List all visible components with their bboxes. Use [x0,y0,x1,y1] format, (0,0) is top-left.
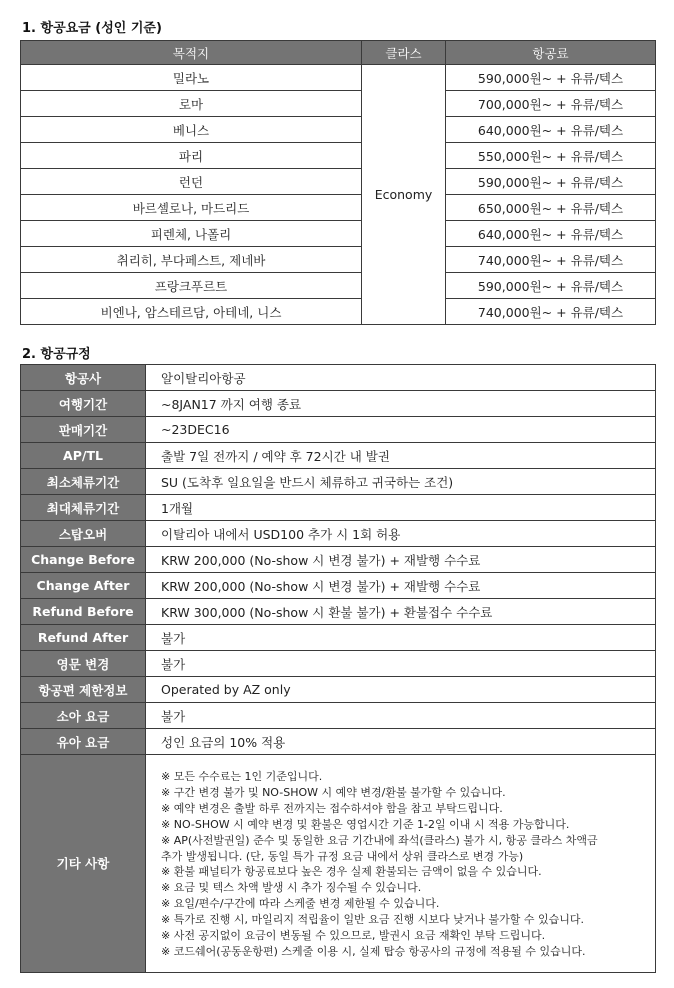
fare-cell: 590,000원~ + 유류/텍스 [446,273,656,299]
destination-cell: 로마 [21,91,362,117]
rule-value: 불가 [146,625,656,651]
fare-cell: 650,000원~ + 유류/텍스 [446,195,656,221]
rule-value: 이탈리아 내에서 USD100 추가 시 1회 허용 [146,521,656,547]
rule-label: 최대체류기간 [21,495,146,521]
section-title-rules: 2. 항공규정 [22,347,91,362]
table-row [21,169,656,195]
rule-row [21,729,656,755]
fare-table [20,40,656,325]
rule-row [21,417,656,443]
rules-table [20,364,656,973]
rule-value: ~8JAN17 까지 여행 종료 [146,391,656,417]
rule-row [21,651,656,677]
destination-cell: 밀라노 [21,65,362,91]
rule-value: 불가 [146,703,656,729]
rule-value: KRW 200,000 (No-show 시 변경 불가) + 재발행 수수료 [146,573,656,599]
rule-value: 불가 [146,651,656,677]
destination-cell: 비엔나, 암스테르담, 아테네, 니스 [21,299,362,325]
note-line: ※ 코드쉐어(공동운항편) 스케줄 이용 시, 실제 탑승 항공사의 규정에 적용될 수 있습니다. [161,944,586,958]
rule-label: 유아 요금 [21,729,146,755]
fare-cell: 590,000원~ + 유류/텍스 [446,65,656,91]
fare-cell: 640,000원~ + 유류/텍스 [446,117,656,143]
fare-cell: 590,000원~ + 유류/텍스 [446,169,656,195]
rule-label: Refund Before [21,599,146,625]
rule-row [21,599,656,625]
destination-cell: 바르셀로나, 마드리드 [21,195,362,221]
section-title-fares: 1. 항공요금 (성인 기준) [22,21,162,36]
rule-value: 성인 요금의 10% 적용 [146,729,656,755]
destination-cell: 프랑크푸르트 [21,273,362,299]
rule-row [21,703,656,729]
rule-value: SU (도착후 일요일을 반드시 체류하고 귀국하는 조건) [146,469,656,495]
rule-label: Change Before [21,547,146,573]
fare-cell: 700,000원~ + 유류/텍스 [446,91,656,117]
rule-row [21,495,656,521]
rule-label: AP/TL [21,443,146,469]
note-line: 추가 발생됩니다. (단, 동일 특가 규정 요금 내에서 상위 클라스로 변경 가능) [161,849,524,863]
rule-label: Change After [21,573,146,599]
notes-row [21,755,656,973]
note-line: ※ AP(사전발권일) 준수 및 동일한 요금 기간내에 좌석(클라스) 불가 시, 항공 클라스 차액금 [161,833,598,847]
rule-row [21,625,656,651]
rule-row [21,365,656,391]
fare-cell: 640,000원~ + 유류/텍스 [446,221,656,247]
rule-value: KRW 200,000 (No-show 시 변경 불가) + 재발행 수수료 [146,547,656,573]
rule-value: 1개월 [146,495,656,521]
note-line: ※ 특가로 진행 시, 마일리지 적립율이 일반 요금 진행 시보다 낮거나 불가할 수 있습니다. [161,913,584,927]
fare-cell: 740,000원~ + 유류/텍스 [446,247,656,273]
destination-cell: 런던 [21,169,362,195]
rule-value: ~23DEC16 [146,417,656,443]
rule-value: Operated by AZ only [146,677,656,703]
rule-row [21,521,656,547]
rule-label: 항공편 제한정보 [21,677,146,703]
note-line: ※ 예약 변경은 출발 하루 전까지는 접수하셔야 함을 참고 부탁드립니다. [161,801,503,815]
table-row [21,195,656,221]
rule-row [21,443,656,469]
note-line: ※ 사전 공지없이 요금이 변동될 수 있으므로, 발권시 요금 재확인 부탁 드립니다. [161,929,546,943]
notes-label: 기타 사항 [21,755,146,973]
note-line: ※ 요일/편수/구간에 따라 스케줄 변경 제한될 수 있습니다. [161,897,440,911]
rule-label: 여행기간 [21,391,146,417]
table-row [21,91,656,117]
rule-label: 판매기간 [21,417,146,443]
rule-row [21,469,656,495]
table-row [21,221,656,247]
header-class: 클라스 [362,41,446,65]
rule-row [21,677,656,703]
table-row [21,299,656,325]
header-fare: 항공료 [446,41,656,65]
table-row [21,247,656,273]
table-row [21,65,656,91]
note-line: ※ NO-SHOW 시 예약 변경 및 환불은 영업시간 기준 1-2일 이내 시 적용 가능합니다. [161,817,570,831]
fare-table-header [21,41,656,65]
table-row [21,143,656,169]
rule-label: 영문 변경 [21,651,146,677]
rule-label: 최소체류기간 [21,469,146,495]
notes-cell [146,755,656,973]
note-line: ※ 모든 수수료는 1인 기준입니다. [161,770,323,783]
fare-cell: 550,000원~ + 유류/텍스 [446,143,656,169]
rule-label: 항공사 [21,365,146,391]
note-line: ※ 환불 패널티가 항공료보다 높은 경우 실제 환불되는 금액이 없을 수 있습니다. [161,865,542,879]
destination-cell: 파리 [21,143,362,169]
class-cell: Economy [362,65,446,325]
fare-cell: 740,000원~ + 유류/텍스 [446,299,656,325]
note-line: ※ 구간 변경 불가 및 NO-SHOW 시 예약 변경/환불 불가할 수 있습니다. [161,785,506,799]
rule-row [21,547,656,573]
rule-value: 알이탈리아항공 [146,365,656,391]
note-line: ※ 요금 및 텍스 차액 발생 시 추가 징수될 수 있습니다. [161,881,422,895]
rule-label: 스탑오버 [21,521,146,547]
destination-cell: 베니스 [21,117,362,143]
destination-cell: 피렌체, 나폴리 [21,221,362,247]
header-destination: 목적지 [21,41,362,65]
rule-row [21,573,656,599]
rule-label: 소아 요금 [21,703,146,729]
rule-value: 출발 7일 전까지 / 예약 후 72시간 내 발권 [146,443,656,469]
rule-label: Refund After [21,625,146,651]
rule-value: KRW 300,000 (No-show 시 환불 불가) + 환불접수 수수료 [146,599,656,625]
rule-row [21,391,656,417]
table-row [21,273,656,299]
destination-cell: 취리히, 부다페스트, 제네바 [21,247,362,273]
table-row [21,117,656,143]
